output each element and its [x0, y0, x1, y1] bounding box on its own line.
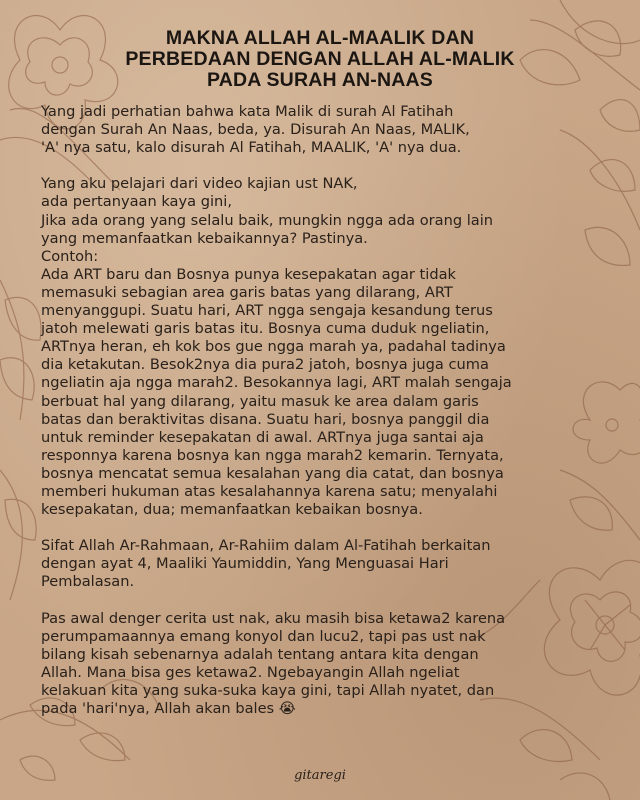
- paragraph-line: Yang aku pelajari dari video kajian ust NAK,: [41, 175, 358, 193]
- paragraph-line: menyanggupi. Suatu hari, ART ngga sengaja kesandung terus: [41, 302, 493, 320]
- leaves-left: [0, 280, 41, 600]
- paragraph-line: ARTnya heran, eh kok bos gue ngga marah ya, padahal tadinya: [41, 338, 506, 356]
- paragraph-gap: [41, 157, 631, 175]
- paragraph-line: yang memanfaatkan kebaikannya? Pastinya.: [41, 229, 368, 247]
- paragraph-line: kelakuan kita yang suka-suka kaya gini, tapi Allah nyatet, dan: [41, 682, 495, 699]
- paragraph-line: Yang jadi perhatian bahwa kata Malik di surah Al Fatihah: [41, 103, 454, 120]
- paragraph-line: berbuat hal yang dilarang, yaitu masuk ke area dalam garis: [41, 392, 479, 410]
- paragraph-line: perumpamaannya emang konyol dan lucu2, tapi pas ust nak: [41, 627, 486, 645]
- paragraph-gap: [41, 592, 631, 610]
- paragraph-line: kesepakatan, dua; memanfaatkan kebaikan bosnya.: [41, 501, 423, 519]
- title-line-2: PERBEDAAN DENGAN ALLAH AL-MALIK: [125, 48, 515, 70]
- page-title: [0, 28, 640, 91]
- paragraph-line: 'A' nya satu, kalo disurah Al Fatihah, MAALIK, 'A' nya dua.: [41, 139, 462, 157]
- paragraph-line: memberi hukuman atas kesalahannya karena satu; menyalahi: [41, 482, 498, 500]
- paragraph-line: ngeliatin aja ngga marah2. Besokannya lagi, ART malah sengaja: [41, 374, 512, 392]
- article-body: [41, 103, 631, 718]
- paragraph-line: pada 'hari'nya, Allah akan bales 😭: [41, 700, 296, 718]
- paragraph-line: dengan Surah An Naas, beda, ya. Disurah An Naas, MALIK,: [41, 121, 470, 139]
- title-line-3: PADA SURAH AN-NAAS: [206, 69, 434, 91]
- paragraph-line: Pembalasan.: [41, 573, 135, 591]
- paragraph-line: memasuki sebagian area garis batas yang dilarang, ART: [41, 283, 453, 301]
- paragraph-line: Allah. Mana bisa ges ketawa2. Ngebayangin Allah ngeliat: [41, 663, 460, 681]
- paragraph-line: Sifat Allah Ar-Rahmaan, Ar-Rahiim dalam Al-Fatihah berkaitan: [41, 537, 491, 555]
- title-line-1: MAKNA ALLAH AL-MAALIK DAN: [165, 27, 475, 49]
- paragraph-gap: [41, 519, 631, 537]
- paragraph-line: responnya karena bosnya kan ngga marah2 kemarin. Ternyata,: [41, 446, 504, 464]
- author-signature: gitaregi: [294, 768, 346, 783]
- paragraph-line: jatoh melewati garis batas itu. Bosnya cuma duduk ngeliatin,: [41, 320, 490, 338]
- paragraph-line: untuk reminder kesepakatan di awal. ARTnya juga santai aja: [41, 428, 484, 446]
- paragraph-line: Pas awal denger cerita ust nak, aku masih bisa ketawa2 karena: [41, 609, 506, 627]
- paragraph-line: ada pertanyaan kaya gini,: [41, 193, 232, 211]
- paragraph-line: Ada ART baru dan Bosnya punya kesepakatan agar tidak: [41, 265, 456, 283]
- paragraph-line: dia ketakutan. Besok2nya dia pura2 jatoh, bosnya juga cuma: [41, 356, 489, 374]
- paragraph-line: Contoh:: [41, 247, 99, 265]
- paragraph-line: bilang kisah sebenarnya adalah tentang antara kita dengan: [41, 645, 479, 663]
- paragraph-line: Jika ada orang yang selalu baik, mungkin ngga ada orang lain: [41, 211, 494, 229]
- paragraph-line: bosnya mencatat semua kesalahan yang dia catat, dan bosnya: [41, 464, 504, 482]
- paragraph-line: batas dan beraktivitas disana. Suatu hari, bosnya panggil dia: [41, 410, 490, 428]
- paragraph-line: dengan ayat 4, Maaliki Yaumiddin, Yang Menguasai Hari: [41, 555, 449, 573]
